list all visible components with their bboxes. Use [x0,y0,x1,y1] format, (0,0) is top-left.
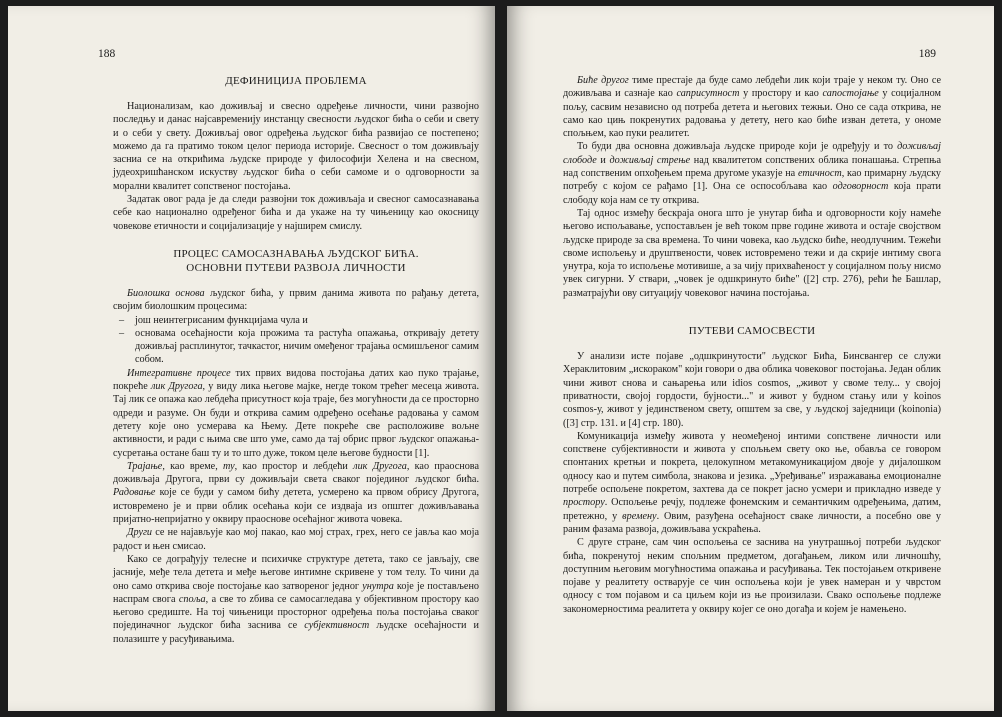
emphasis-term: одговорност [832,181,889,193]
emphasis-term: Трајање [127,460,163,472]
emphasis-term: сапостојање [822,88,879,100]
paragraph-text: . Овим, разуђена осећајност сваке личности, а посебно ове у раним фазама развоја, доживљава ускраћења. [563,510,941,535]
emphasis-term: времену [622,510,657,522]
paragraph: У анализи исте појаве „одшкринутости" људског Бића, Бинсвангер се служи Хераклитовим „искораком" који говори о два облика човековог постојања. Један облик чини живот снова и сањарења или idios cosmos, „живот у своме телу... у својој приватности, својој гордости, бујности..." и живот у будном стању или у koinos cosmos-у, живот у јединственом свету, општем за све, у људској заједници (koinonia) ([3] стр. 131. и [4] стр. 180). [563,351,941,429]
paragraph: Национализам, као доживљај и свесно одређење личности, чини развојно последњу и данас најсавременију инстанцу свесности људског бића о себи и свету и о себи у свету. Доживљај овог одређења људског бића развијао се постепено; можемо да га пратимо током целог периода историје. Свесност о том доживљају засниа се на открићима људске природе у философији Хелена и на свесном, јудеохришћанском искуству људског бића о себи самоме и о одговорности за морални квалитет сопственог постојања. [113,101,479,192]
emphasis-term: Биће другог [577,75,629,86]
section-title: ДЕФИНИЦИЈА ПРОБЛЕМА [225,75,367,87]
paragraph-text: , као време, [162,460,224,472]
page-number: 189 [918,48,936,60]
paragraph-text: се не најављује као мој пакао, као мој страх, грех, него се јавља као моја радост и њен смисао. [113,527,479,552]
left-page [8,6,495,711]
emphasis-term: субјективност [304,620,370,632]
right-page-text [563,74,941,616]
emphasis-term: Други [127,527,153,539]
paragraph-text: у социјалном пољу, сасвим независно од потреба детета и његових тежњи. Оно се сада открива, не само као цињ покренутих радовања у детету, него као биће изван детета, у ономе спољњем, као пуки реалитет. [563,88,941,140]
paragraph [113,553,479,646]
emphasis-term: доживљај слободе [563,141,941,166]
paragraph [563,140,941,206]
emphasis-term: лик Другога [150,381,203,393]
emphasis-term: Биолошка основа [127,287,205,299]
paragraph: Тај однос између бескраја онога што је унутар бића и одговорности коју намеће његово испољавање, успостављен је већ током прве године живота и остаје својством људске природе за сва времена. То чини човека, као људско биће, неодлучним. Тежећи своме испољењу и друштвености, човек истовремено тежи и да скрије интиму свога унутра, која то испољење мотивише, а за чију прихваћеност у социјалном пољу нисмо увек сигурни. У ствари, „човек је одшкринуто биће" ([2] стр. 276), рећи ће Башлар, разматрајући ову ситуацију човековог начина постојања. [563,207,941,299]
paragraph-text: Како се дограђују телесне и психичке структуре детета, тако се јављају, све јасније, међе тела детета и међе његове интимне скривене у том телу. То чини да оно само открива своје постојање као затвореног једног [113,553,479,592]
paragraph-text: . Оспољење речју, подлеже фонемским и семантичким одређењима, датим, претежно, у [563,497,941,522]
section-title: ПУТЕВИ САМОСВЕСТИ [688,325,816,338]
paragraph [113,367,479,460]
emphasis-term: унутра [362,580,394,592]
paragraph-text: које је постављено наспрам свога [113,580,480,605]
paragraph-text: које се буди у самом бићу детета, усмерено ка првом обрису Другога, истовремено је и први облик осећања који се издваја из општег доживљавања пријатно-непријатно у оквиру праоснове осећајног живота човека. [113,487,479,526]
paragraph-text: која прати слободу која нам се ту открива. [563,181,941,206]
paragraph: С друге стране, сам чин оспољења се заснива на унутрашњој потреби људског бића, покренутој неким спољним предметом, догађањем, ликом или личношћу, доступним његовим могућностима опажања и расуђивања. Тек постојањем откривене појаве у реалитету остварује се чин оспољења који је увек намеран и у чврстом односу с том појавом и са циљем који из ње произилази. Свако оспољење подлеже закономерностима реалитета у оквиру којег се оно догађа и којем је намењено. [563,537,941,615]
paragraph-text: тих првих видова постојања датих као пуко трајање, покреће [113,367,480,393]
list-item: – основама осећајности која прожима та растућа опажања, откривају детету доживљај расплинутог, тачкастог, ничим омеђеног трајања осмишљеног самим собом. [113,327,479,367]
bullet-list [113,314,479,367]
emphasis-term: саприсутност [676,88,740,100]
section-title [113,247,479,275]
emphasis-term: Интегративне процесе [127,367,231,379]
paragraph-text: људске осећајности и полазиште у расуђивањима. [113,620,479,645]
paragraph-text: , а све то zбива се самосагледава у објективном простору као његово средиште. На тој чињеници просторног одређења поља постојања сваког појединачног људског бића заснива се [113,593,479,632]
emphasis-term: доживљај стрење [609,154,691,166]
paragraph-text: над квалитетом сопствених облика понашања. Стрепња над сопственим опхођењем према другоме указује на [563,154,941,180]
paragraph-text: људског бића, у првим данима живота по рађању детета, својим биолошким процесима: [113,287,479,313]
paragraph-text: , као праоснова доживљаја Другога, први су доживљаји света сваког појединог људског бића. [113,460,479,486]
right-page [507,6,994,711]
page-number: 188 [98,48,116,60]
section-title-line: ОСНОВНИ ПУТЕВИ РАЗВОЈА ЛИЧНОСТИ [186,261,406,274]
emphasis-term: простору [563,497,605,509]
list-item: – још неинтегрисаним функцијама чула и [113,314,479,327]
emphasis-term: споља [178,593,206,605]
section-title-line: ПРОЦЕС САМОСАЗНАВАЊА ЉУДСКОГ БИЋА. [173,247,419,260]
paragraph [563,430,941,536]
paragraph-text: , као простор и лебдећи [234,460,354,472]
paragraph [563,74,941,140]
paragraph-text: и [596,154,610,166]
paragraph [113,460,479,526]
paragraph-text: тиме престаје да буде само лебдећи лик који траје у неком ту. Оно се доживљава и сазнаје као [563,75,941,100]
emphasis-term: Радовање [113,487,156,499]
paragraph-text: Комуникација између живота у неомеђеној интими сопствене личности или сопствене субјективности и живота у спољњем свету око ње, обавља се говором спонтаних кретњи и покрета, целокупном метакомуникацијом двоје у дијалошком односу као и путем симбола, знакова и језика. „Уређивање" изражавања емоционалне потребе оспољене покретом, захтева да се покрет јасно усмери и прикладно изведе у [563,430,941,496]
paragraph [113,526,479,553]
paragraph-text: То буди два основна доживљаја људске природе који је одређују и то [577,141,898,153]
emphasis-term: етичност [797,168,842,180]
paragraph: Задатак овог рада је да следи развојни ток доживљаја и свесног самосазнавања себе као национално одређеног бића и да укаже на ту чињеницу као окосницу човекове етичности и социјализације у најширем смислу. [113,194,479,232]
left-page-text [113,74,479,646]
paragraph-text: , у виду лика његове мајке, негде током трећег месеца живота. Тај лик се опажа као лебдећа присутност која траје, без могућности да се просторно одреди и разуме. Он буди и открива самим одређено осећање радовања у самом детету које оно усмерава ка Њему. Дете покреће све расположиве вољне активности, и ради с њима све што уме, само да тај обрис првог људског опажања-сусретања остане баш ту и то што дуже, током целе његове будности [1]. [113,381,479,459]
paragraph-text: , као примарну људску потребу с којом се рађамо [1]. Она се оспособљава као [563,168,941,193]
emphasis-term: лик Другога [353,460,407,472]
emphasis-term: ту [223,460,235,472]
paragraph [113,287,479,314]
paragraph-text: у простору и као [739,88,823,100]
